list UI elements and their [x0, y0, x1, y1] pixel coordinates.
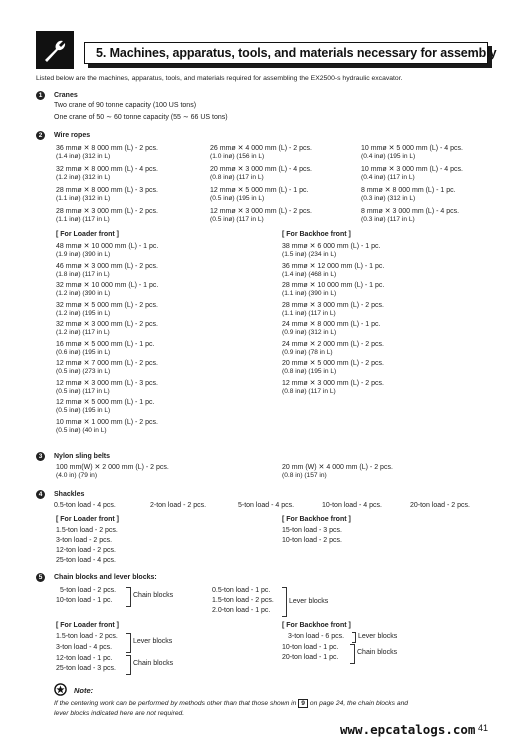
section-number-1: 1 — [36, 91, 45, 100]
wire-rope-spec-inch: (1.1 inø) (312 in L) — [56, 195, 111, 202]
lever-blocks-label: Lever blocks — [358, 633, 398, 640]
shackle-loader-item: 12-ton load - 2 pcs. — [56, 547, 116, 554]
loader-front-title: [ For Loader front ] — [56, 516, 119, 523]
backhoe-rope-spec: 38 mmø ✕ 6 000 mm (L) - 1 pc. — [282, 243, 381, 250]
backhoe-block-item: 10-ton load - 1 pc. — [282, 644, 339, 651]
loader-rope-spec-inch: (0.5 inø) (195 in L) — [56, 407, 111, 414]
loader-rope-spec: 32 mmø ✕ 3 000 mm (L) - 2 pcs. — [56, 321, 158, 328]
wire-rope-spec: 8 mmø ✕ 3 000 mm (L) - 4 pcs. — [361, 208, 460, 215]
backhoe-rope-spec: 24 mmø ✕ 8 000 mm (L) - 1 pc. — [282, 321, 381, 328]
loader-rope-spec: 46 mmø ✕ 3 000 mm (L) - 2 pcs. — [56, 262, 158, 270]
chain-blocks-label: Chain blocks — [133, 592, 174, 599]
loader-rope-spec: 16 mmø ✕ 5 000 mm (L) - 1 pc. — [56, 340, 155, 348]
wire-rope-spec-inch: (1.4 inø) (312 in L) — [56, 153, 111, 160]
shackle-backhoe-item: 15-ton load - 3 pcs. — [282, 527, 342, 534]
note-icon — [54, 683, 67, 696]
lever-item: 2.0-ton load - 1 pc. — [212, 607, 271, 614]
backhoe-rope-spec-inch: (0.9 inø) (312 in L) — [282, 329, 337, 336]
wire-rope-spec-inch: (0.8 inø) (117 in L) — [210, 174, 264, 181]
backhoe-rope-spec-inch: (1.5 inø) (234 in L) — [282, 251, 337, 258]
sling-line: 20 mm (W) ✕ 4 000 mm (L) - 2 pcs. — [282, 464, 393, 471]
loader-rope-spec: 12 mmø ✕ 3 000 mm (L) - 3 pcs. — [56, 379, 158, 387]
backhoe-block-item: 3-ton load - 6 pcs. — [288, 633, 345, 640]
section-title-nylon: Nylon sling belts — [54, 453, 111, 460]
section-title-cranes: Cranes — [54, 92, 78, 99]
chain-blocks-label: Chain blocks — [357, 649, 398, 656]
loader-rope-spec: 10 mmø ✕ 1 000 mm (L) - 2 pcs. — [56, 418, 158, 426]
brace — [282, 587, 287, 617]
shackle-loader-item: 3-ton load - 2 pcs. — [56, 537, 113, 544]
page-title: 5. Machines, apparatus, tools, and materials necessary for assembly — [96, 46, 497, 60]
wire-rope-spec: 28 mmø ✕ 8 000 mm (L) - 3 pcs. — [56, 187, 158, 194]
wire-rope-spec-inch: (0.4 inø) (117 in L) — [361, 174, 415, 181]
section-number-4: 4 — [36, 490, 45, 499]
wire-rope-spec: 26 mmø ✕ 4 000 mm (L) - 2 pcs. — [210, 145, 312, 152]
backhoe-block-item: 20-ton load - 1 pc. — [282, 654, 339, 661]
backhoe-front-title: [ For Backhoe front ] — [282, 231, 351, 238]
shackle-item: 0.5-ton load - 4 pcs. — [54, 502, 116, 509]
section-title-shackles: Shackles — [54, 491, 85, 498]
lever-blocks-label: Lever blocks — [289, 598, 329, 605]
wire-rope-spec-inch: (1.0 inø) (156 in L) — [210, 153, 265, 160]
wire-rope-spec: 36 mmø ✕ 8 000 mm (L) - 2 pcs. — [56, 145, 158, 152]
loader-rope-spec-inch: (0.5 inø) (40 in L) — [56, 426, 107, 434]
loader-rope-spec-inch: (1.2 inø) (390 in L) — [56, 290, 111, 297]
section-title-chain-blocks: Chain blocks and lever blocks: — [54, 574, 157, 581]
loader-rope-spec-inch: (1.8 inø) (117 in L) — [56, 270, 110, 278]
shackle-item: 5-ton load - 4 pcs. — [238, 502, 295, 509]
chain-item: 10-ton load - 1 pc. — [56, 597, 113, 604]
wire-rope-spec: 28 mmø ✕ 3 000 mm (L) - 2 pcs. — [56, 208, 158, 215]
backhoe-rope-spec: 28 mmø ✕ 3 000 mm (L) - 2 pcs. — [282, 301, 384, 309]
wire-rope-spec: 12 mmø ✕ 3 000 mm (L) - 2 pcs. — [210, 208, 312, 215]
loader-rope-spec: 48 mmø ✕ 10 000 mm (L) - 1 pc. — [56, 243, 159, 250]
loader-block-item: 1.5-ton load - 2 pcs. — [56, 633, 118, 640]
sling-line: 100 mm(W) ✕ 2 000 mm (L) - 2 pcs. — [56, 464, 169, 471]
chain-blocks-label: Chain blocks — [133, 660, 174, 667]
brace — [126, 633, 131, 653]
loader-block-item: 25-ton load - 3 pcs. — [56, 665, 116, 672]
brace — [126, 655, 131, 675]
lever-item: 0.5-ton load - 1 pc. — [212, 587, 271, 594]
brace — [350, 644, 355, 664]
loader-rope-spec-inch: (1.2 inø) (195 in L) — [56, 309, 111, 317]
shackle-loader-item: 1.5-ton load - 2 pcs. — [56, 527, 118, 534]
wire-rope-spec-inch: (0.3 inø) (117 in L) — [361, 216, 415, 223]
loader-rope-spec: 32 mmø ✕ 10 000 mm (L) - 1 pc. — [56, 282, 159, 289]
wrench-icon — [36, 31, 74, 69]
shackle-loader-item: 25-ton load - 4 pcs. — [56, 557, 116, 564]
loader-rope-spec-inch: (0.5 inø) (273 in L) — [56, 368, 111, 375]
chain-item: 5-ton load - 2 pcs. — [60, 587, 117, 594]
backhoe-rope-spec: 20 mmø ✕ 5 000 mm (L) - 2 pcs. — [282, 360, 384, 367]
section-title-wire-ropes: Wire ropes — [54, 132, 91, 139]
loader-rope-spec-inch: (1.9 inø) (390 in L) — [56, 251, 111, 258]
reference-number: 9 — [298, 699, 308, 708]
crane-line: Two crane of 90 tonne capacity (100 US tons) — [54, 102, 197, 109]
backhoe-rope-spec-inch: (0.9 inø) (78 in L) — [282, 348, 333, 356]
shackle-item: 2-ton load - 2 pcs. — [150, 502, 207, 509]
note-text-line2: lever blocks indicated here are not required. — [54, 710, 185, 717]
shackle-item: 20-ton load - 2 pcs. — [410, 502, 470, 509]
loader-block-item: 12-ton load - 1 pc. — [56, 655, 113, 662]
loader-rope-spec: 32 mmø ✕ 5 000 mm (L) - 2 pcs. — [56, 301, 158, 309]
loader-block-item: 3-ton load - 4 pcs. — [56, 644, 113, 651]
lever-item: 1.5-ton load - 2 pcs. — [212, 597, 274, 604]
wire-rope-spec-inch: (0.3 inø) (312 in L) — [361, 195, 416, 202]
wire-rope-spec: 20 mmø ✕ 3 000 mm (L) - 4 pcs. — [210, 166, 312, 173]
backhoe-rope-spec-inch: (0.8 inø) (195 in L) — [282, 368, 337, 375]
backhoe-rope-spec-inch: (1.4 inø) (468 in L) — [282, 270, 337, 278]
sling-line-sub: (4.0 in) (79 in) — [56, 472, 98, 479]
backhoe-rope-spec: 24 mmø ✕ 2 000 mm (L) - 2 pcs. — [282, 340, 384, 348]
footer-website: www.epcatalogs.com — [340, 722, 476, 737]
wire-rope-spec: 32 mmø ✕ 8 000 mm (L) - 4 pcs. — [56, 166, 158, 173]
loader-rope-spec-inch: (0.6 inø) (195 in L) — [56, 348, 111, 356]
note-text — [54, 699, 408, 708]
backhoe-rope-spec: 36 mmø ✕ 12 000 mm (L) - 1 pc. — [282, 262, 385, 270]
backhoe-rope-spec: 12 mmø ✕ 3 000 mm (L) - 2 pcs. — [282, 379, 384, 387]
note-text-part: If the centering work can be performed by methods other than that those shown in — [54, 700, 297, 707]
backhoe-rope-spec-inch: (1.1 inø) (390 in L) — [282, 290, 337, 297]
section-number-2: 2 — [36, 131, 45, 140]
wire-rope-spec: 12 mmø ✕ 5 000 mm (L) - 1 pc. — [210, 187, 309, 194]
sling-line-sub: (0.8 in) (157 in) — [282, 472, 327, 479]
backhoe-rope-spec-inch: (1.1 inø) (117 in L) — [282, 309, 336, 317]
loader-rope-spec-inch: (1.2 inø) (117 in L) — [56, 329, 110, 336]
crane-line: One crane of 50 ∼ 60 tonne capacity (55 ∼ 66 US tons) — [54, 114, 228, 121]
loader-front-title: [ For Loader front ] — [56, 622, 119, 629]
note-text-part: on page 24, the chain blocks and — [309, 700, 409, 707]
loader-front-title: [ For Loader front ] — [56, 231, 119, 238]
wire-rope-spec: 10 mmø ✕ 3 000 mm (L) - 4 pcs. — [361, 166, 463, 173]
brace — [126, 587, 131, 607]
wire-rope-spec-inch: (0.5 inø) (117 in L) — [210, 216, 264, 223]
wire-rope-spec-inch: (0.4 inø) (195 in L) — [361, 153, 416, 160]
brace — [352, 632, 356, 643]
intro-text: Listed below are the machines, apparatus, tools, and materials required for assembling the EX2500-s hydraulic excavator. — [36, 75, 403, 82]
backhoe-rope-spec-inch: (0.8 inø) (117 in L) — [282, 387, 336, 395]
loader-rope-spec: 12 mmø ✕ 5 000 mm (L) - 1 pc. — [56, 399, 155, 406]
backhoe-rope-spec: 28 mmø ✕ 10 000 mm (L) - 1 pc. — [282, 282, 385, 289]
section-number-5: 5 — [36, 573, 45, 582]
shackle-backhoe-item: 10-ton load - 2 pcs. — [282, 537, 342, 544]
wire-rope-spec: 8 mmø ✕ 8 000 mm (L) - 1 pc. — [361, 187, 456, 194]
lever-blocks-label: Lever blocks — [133, 638, 173, 645]
note-title: Note: — [74, 686, 94, 695]
wire-rope-spec-inch: (1.2 inø) (312 in L) — [56, 174, 111, 181]
section-number-3: 3 — [36, 452, 45, 461]
page-number: 41 — [478, 723, 489, 733]
backhoe-front-title: [ For Backhoe front ] — [282, 516, 351, 523]
loader-rope-spec-inch: (0.5 inø) (117 in L) — [56, 387, 110, 395]
wire-rope-spec: 10 mmø ✕ 5 000 mm (L) - 4 pcs. — [361, 145, 463, 152]
wire-rope-spec-inch: (1.1 inø) (117 in L) — [56, 216, 110, 223]
loader-rope-spec: 12 mmø ✕ 7 000 mm (L) - 2 pcs. — [56, 360, 158, 367]
shackle-item: 10-ton load - 4 pcs. — [322, 502, 382, 509]
wire-rope-spec-inch: (0.5 inø) (195 in L) — [210, 195, 265, 202]
backhoe-front-title: [ For Backhoe front ] — [282, 622, 351, 629]
